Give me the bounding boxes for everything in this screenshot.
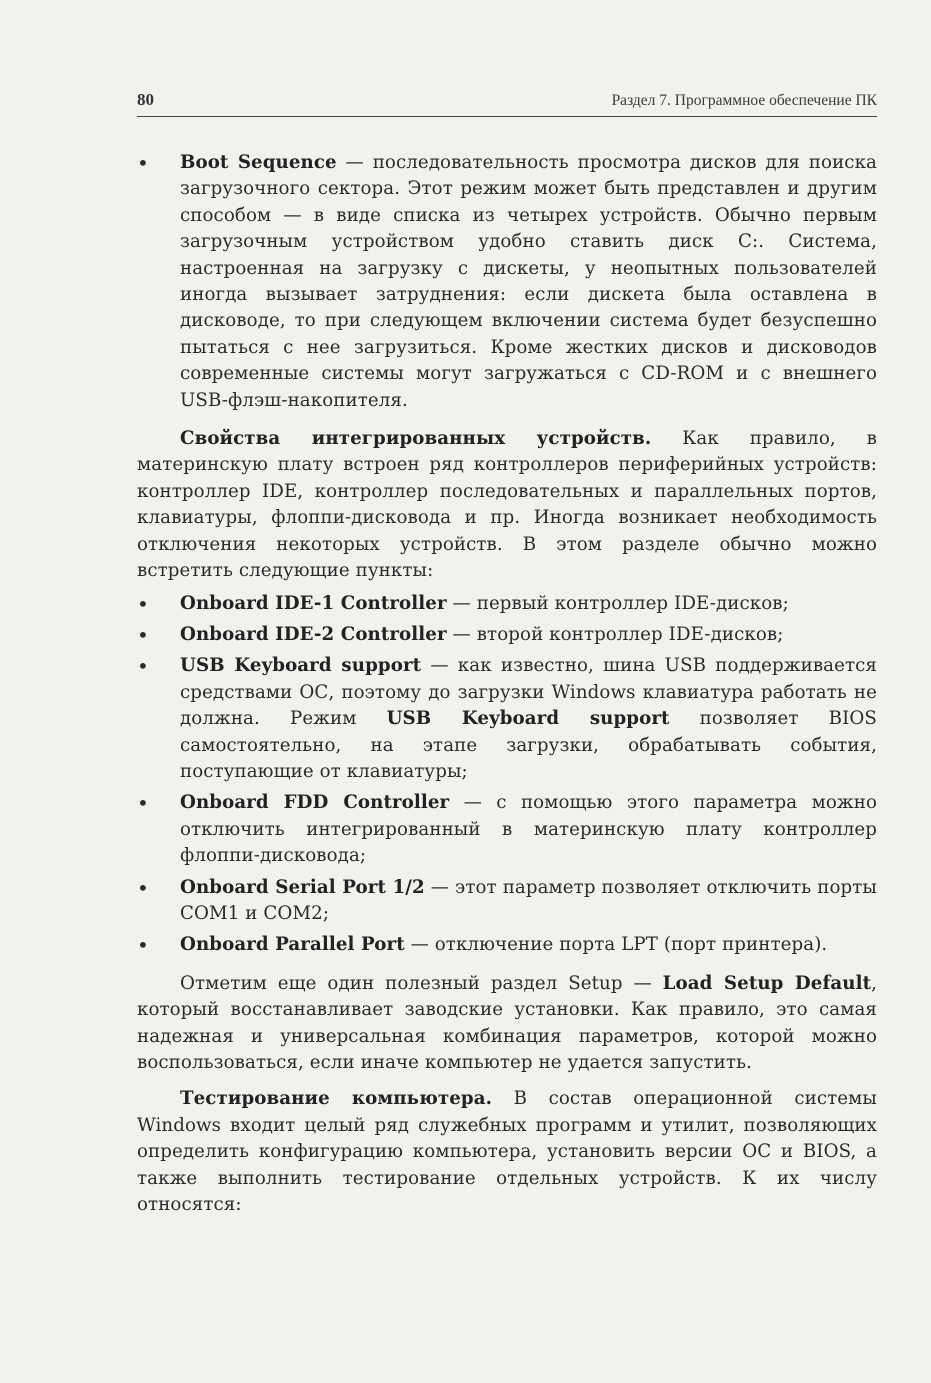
text-usb-keyboard-2: позволяет BIOS самостоятельно, на этапе загрузки, обрабатывать события, поступающие от клавиатуры;	[180, 708, 877, 782]
paragraph-setup-default	[137, 971, 877, 1077]
paragraph-integrated-devices	[137, 426, 877, 584]
text-integrated-devices: Как правило, в материнскую плату встроен ряд контроллеров периферийных устройств: контроллер IDE, контроллер последовательных и параллельных портов, клавиатуры, флоппи-дисковода и пр. Иногда возникает необходимость отключения некоторых устройств. В этом разделе обычно можно встретить следующие пункты:	[137, 428, 878, 582]
term-usb-keyboard: USB Keyboard support	[180, 655, 422, 677]
bullet-boot-sequence	[137, 150, 877, 414]
page-header	[137, 90, 877, 117]
page-body	[137, 150, 877, 1218]
paragraph-testing	[137, 1086, 877, 1218]
text-setup-default-2: , который восстанавливает заводские установки. Как правило, это самая надежная и универсальная комбинация параметров, которой можно воспользоваться, если иначе компьютер не удается запустить.	[137, 972, 877, 1073]
term-ide1: Onboard IDE-1 Controller	[180, 592, 447, 614]
text-setup-default-1: Отметим еще один полезный раздел Setup —	[180, 972, 663, 994]
bullet-parallel	[137, 932, 877, 958]
running-head: Раздел 7. Программное обеспечение ПК	[611, 92, 877, 109]
term-parallel: Onboard Parallel Port	[180, 934, 405, 956]
text-parallel: — отключение порта LPT (порт принтера).	[404, 934, 828, 956]
text-usb-keyboard: — как известно, шина USB поддерживается средствами ОС, поэтому до загрузки Windows клавиатура работать не должна. Режим	[180, 655, 877, 730]
text-fdd: — с помощью этого параметра можно отключить интегрированный в материнскую плату контроллер флоппи-дисковода;	[180, 792, 877, 867]
bullet-usb-keyboard	[137, 653, 877, 785]
bullet-fdd	[137, 790, 877, 869]
term-integrated-devices: Свойства интегрированных устройств.	[180, 428, 652, 450]
text-ide2: — второй контроллер IDE-дисков;	[446, 623, 784, 645]
text-testing: В состав операционной системы Windows входит целый ряд служебных программ и утилит, позволяющих определить конфигурацию компьютера, установить версии ОС и BIOS, а также выполнить тестирование отдельных устройств. К их числу относятся:	[137, 1088, 877, 1216]
text-ide1: — первый контроллер IDE-дисков;	[446, 592, 789, 614]
term-usb-keyboard-2: USB Keyboard support	[386, 708, 670, 730]
term-testing: Тестирование компьютера.	[180, 1088, 493, 1110]
text-boot-sequence: — последовательность просмотра дисков для поиска загрузочного сектора. Этот режим может быть представлен и другим способом — в виде списка из четырех устройств. Обычно первым загрузочным устройством удобно ставить диск С:. Система, настроенная на загрузку с дискеты, у неопытных пользователей иногда вызывает затруднения: если дискета была оставлена в дисководе, то при следующем включении система будет безуспешно пытаться с нее загрузиться. Кроме жестких дисков и дисководов современные системы могут загружаться с CD-ROM и с внешнего USB-флэш-накопителя.	[180, 152, 877, 411]
term-ide2: Onboard IDE-2 Controller	[180, 623, 447, 645]
term-serial: Onboard Serial Port 1/2	[180, 876, 425, 898]
term-setup-default: Load Setup Default	[662, 972, 872, 994]
page-number: 80	[137, 90, 154, 109]
bullet-ide1	[137, 591, 877, 617]
bullet-serial	[137, 875, 877, 928]
term-fdd: Onboard FDD Controller	[180, 792, 450, 814]
term-boot-sequence: Boot Sequence	[180, 152, 337, 173]
bullet-ide2	[137, 622, 877, 648]
text-serial: — этот параметр позволяет отключить порты СОМ1 и СОМ2;	[180, 876, 877, 924]
